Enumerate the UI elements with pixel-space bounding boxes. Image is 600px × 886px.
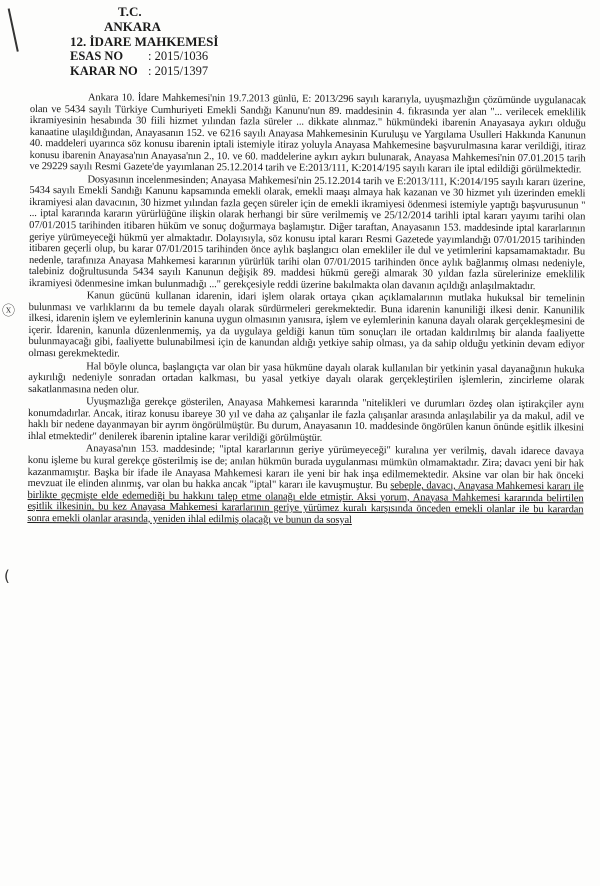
paragraph-5: Uyuşmazlığa gerekçe gösterilen, Anayasa Mahkemesi kararında "nitelikleri ve durumları özdeş olan iştirakçiler aynı konumdadırlar. Ancak, itiraz konusu ibareye 30 yıl ve daha az çalışanlar ile fazla çalışanlar arasında anlaşılabilir ya da makul, adil ve haklı bir nedene dayanmayan bir ayrım öngörülmüştür. Bu durum, Anayasanın 10. maddesinde öngörülen kanun önünde eşitlik ilkesini ihlal etmektedir" denilerek ibarenin iptaline karar verildiği görülmüştür. xyxy=(27,396,585,444)
karar-label: KARAR NO xyxy=(70,64,138,78)
karar-row xyxy=(62,64,262,79)
margin-bracket-mark: ( xyxy=(4,567,10,585)
header-city: ANKARA xyxy=(104,19,162,34)
court-header xyxy=(62,4,262,79)
header-court-name: 12. İDARE MAHKEMESİ xyxy=(70,34,219,49)
karar-value: : 2015/1397 xyxy=(148,64,209,78)
paragraph-3: Kanun gücünü kullanan idarenin, idari işlem olarak ortaya çıkan açıklamalarının mutlaka hukuksal bir temelinin bulunması ve varlıklarını da bu temele dayalı olarak sürdürmeleri gerekmektedir. Buna idarenin kanuniliği ilkesi denir. Kanunilik ilkesi, idarenin işlem ve eylemlerinin kanuna uygun olmasının yanısıra, işlem ve eylemlerinin kanuna dayalı olarak gerçekleşmesini de içerir. İdarenin, kanunla düzenlenmemiş, ya da uygulaya geldiği kanun tüm sonuçları ile ortadan kaldırılmış bir alanda faaliyette bulunmayacağı gibi, faaliyette bulunabilmesi için de kanundan aldığı yetkiye sahip olması, ya da sahip olduğu yetkinin devam ediyor olması gerekmektedir. xyxy=(28,290,585,360)
paragraph-1: Ankara 10. İdare Mahkemesi'nin 19.7.2013 günlü, E: 2013/296 sayılı kararıyla, uyuşmazlığın çözümünde uygulanacak olan ve 5434 sayılı Türkiye Cumhuriyeti Emekli Sandığı Kanunu'nun 89. maddesinin 4. fıkrasında yer alan "... verilecek emeklilik ikramiyesinin hesabında 30 fiili hizmet yılından fazla süreler ... dikkate alınmaz." hükmündeki ibarenin Anayasaya aykırı olduğu kanaatine ulaşıldığından, Anayasanın 152. ve 6216 sayılı Anayasa Mahkemesinin Kuruluşu ve Yargılama Usulleri Hakkında Kanunun 40. maddeleri uyarınca söz konusu ibarenin iptali istemiyle itiraz yoluyla Anayasa Mahkemesine başvurulmasına karar verildiği, itiraz konusu ibarenin Anayasa'nın Anayasa'nın 2., 10. ve 60. maddelerine aykırı aykırı bulunarak, Anayasa Mahkemesi'nin 07.01.2015 tarih ve 29229 sayılı Resmi Gazete'de yayımlanan 25.12.2014 tarih ve E:2013/111, K:2014/195 sayılı kararı ile iptal edildiği görülmektedir. xyxy=(29,92,586,176)
paragraph-6-text: Anayasa'nın 153. maddesinde; "iptal kararlarının geriye yürümeyeceği" kuralına yer verilmiş, davalı idarece davaya konu işleme bu kural gerekçe gösterilmiş ise de; anılan hükmün burada uygulanması mümkün olmamaktadır. Zira; davacı yeni bir hak kazanmamıştır. Başka bir ifade ile Anayasa Mahkemesi kararı ile yeni bir hak inşa edilmemektedir. Aksine var olan bir hak önceki mevzuat ile elinden alınmış, var olan bu hakka ancak "iptal" kararı ile kavuşmuştur. Bu xyxy=(27,443,584,492)
header-bracket-mark xyxy=(8,4,39,52)
paragraph-2: Dosyasının incelenmesinden; Anayasa Mahkemesi'nin 25.12.2014 tarih ve E:2013/111, K:2014/195 sayılı kararı üzerine, 5434 sayılı Emekli Sandığı Kanunu kapsamında emekli olarak, emekli maaşı almaya hak kazanan ve 30 hizmet yılı üzerinden emekli ikramiyesi alan davacının, 30 hizmet yılından fazla geçen süreler için de emekli ikramiyesi ödenmesi istemiyle yaptığı başvurusunun " ... iptal kararında kararın yürürlüğüne ilişkin olarak herhangi bir süre verilmemiş ve 25/12/2014 tarihli iptal kararı yayımı tarihi olan 07/01/2015 tarihinden itibaren hüküm ve sonuç doğurmaya başlamıştır. Diğer taraftan, Anayasanın 153. maddesinde iptal kararlarının geriye yürümeyeceği hükmü yer almaktadır. Dolayısıyla, söz konusu iptal kararı Resmi Gazetede yayımlandığı 07/01/2015 tarihinden itibaren geçerli olup, bu karar 07/01/2015 tarihinden önce aylık başlangıcı olan emekliler ile dul ve yetimlerini kapsamamaktadır. Bu nedenle, tarafınıza Anayasa Mahkemesi kararının yürürlük tarihi olan 07/01/2015 tarihinden önce aylık bağlanmış olması nedeniyle, talebiniz doğrultusunda 5434 sayılı Kanunun değişik 89. maddesi hükmü gereği almarak 30 yıldan fazla sürelerinize emeklilik ikramiyesi ödenmesine imkan bulunmadığı ..." gerekçesiyle reddi üzerine bakılmakta olan davanın açıldığı anlaşılmaktadır. xyxy=(28,174,586,292)
paragraph-6 xyxy=(27,443,583,527)
esas-value: : 2015/1036 xyxy=(148,49,209,63)
paragraph-4: Hal böyle olunca, başlangıçta var olan bir yasa hükmüne dayalı olarak kullanılan bir yetkinin yasal dayanağının hukuka aykırılığı nedeniyle sonradan ortadan kalkması, bu yasal yetkiye dayalı olarak gerçekleştirilen işlemlerin, zincirleme olarak sakatlanmasına neden olur. xyxy=(28,360,585,396)
underlined-passage: sebeple, davacı, Anayasa Mahkemesi kararı ile birlikte geçmişte elde edemediği bu hakkını talep etme olanağı elde etmiştir. Aksi yorum, Anayasa Mahkemesi kararında belirtilen eşitlik ilkesinin, bu kez Anayasa Mahkemesi kararlarının geriye yürümez kuralı karşısında önceden emekli olanlar ile bu karardan sonra emekli olanlar arasında, yeniden ihlal edilmiş olacağı ve bunun da sosyal xyxy=(27,480,584,526)
esas-row xyxy=(62,49,262,64)
decision-body xyxy=(27,92,586,528)
header-tc: T.C. xyxy=(118,4,142,19)
esas-label: ESAS NO xyxy=(70,49,124,63)
margin-stamp-mark: ⓧ xyxy=(2,304,16,319)
